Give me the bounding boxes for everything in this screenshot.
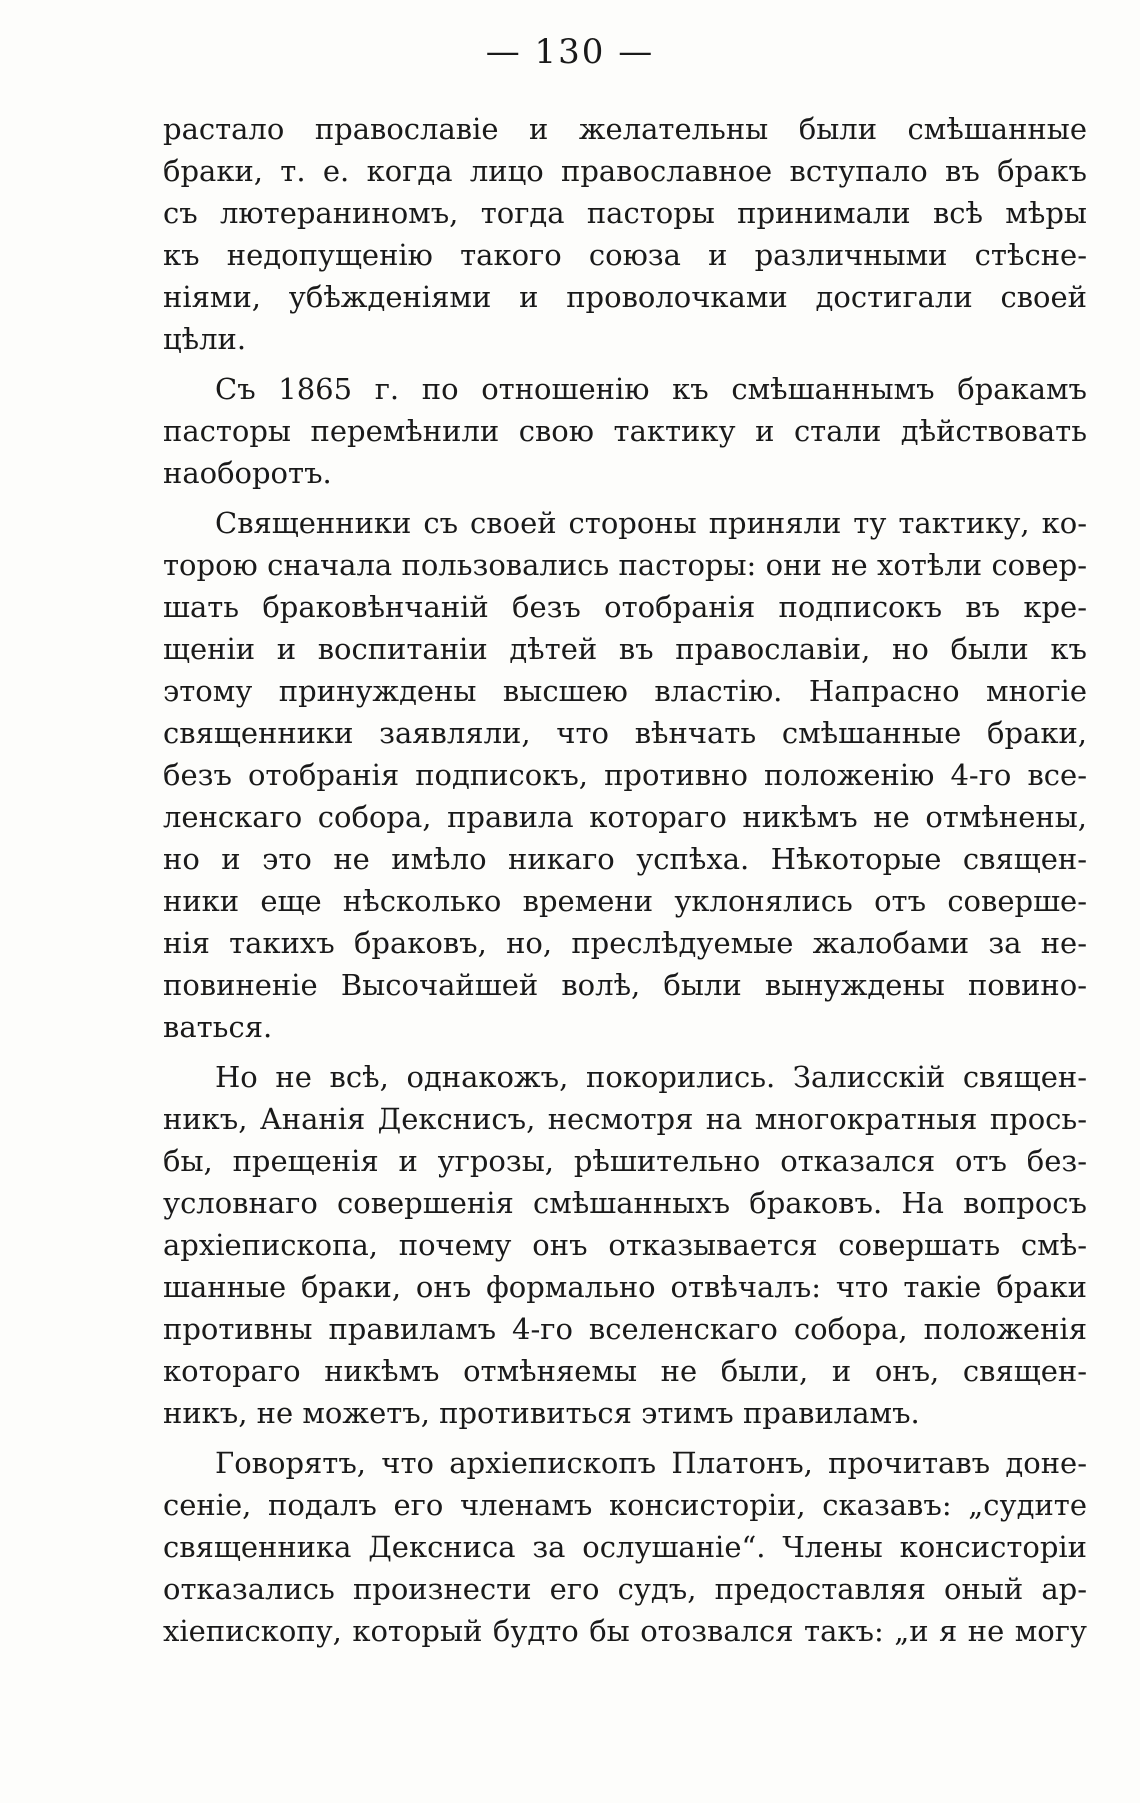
paragraph-2	[163, 368, 1087, 494]
text-line: пасторы перемѣнили свою тактику и стали дѣйствовать	[163, 414, 1087, 448]
page-number: — 130 —	[485, 32, 655, 72]
text-line: но и это не имѣло никаго успѣха. Нѣкоторые священ-	[163, 842, 1087, 876]
text-line: браки, т. е. когда лицо православное вступало въ бракъ	[163, 154, 1087, 188]
paragraph-3	[163, 502, 1087, 1048]
body-text	[163, 108, 1087, 1652]
text-line: безъ отобранія подписокъ, противно положенію 4-го все-	[163, 758, 1087, 792]
text-line: наоборотъ.	[163, 456, 332, 490]
text-line: никъ, не можетъ, противиться этимъ правиламъ.	[163, 1396, 920, 1430]
text-line: Говорятъ, что архіепископъ Платонъ, прочитавъ доне-	[215, 1446, 1087, 1480]
text-line: ники еще нѣсколько времени уклонялись отъ соверше-	[163, 884, 1087, 918]
text-line: котораго никѣмъ отмѣняемы не были, и онъ, священ-	[163, 1354, 1087, 1388]
text-line: ніями, убѣжденіями и проволочками достигали своей	[163, 280, 1087, 314]
text-line: бы, прещенія и угрозы, рѣшительно отказался отъ без-	[163, 1144, 1087, 1178]
text-line: Съ 1865 г. по отношенію къ смѣшаннымъ бракамъ	[215, 372, 1087, 406]
text-line: Но не всѣ, однакожъ, покорились. Залисскій священ-	[215, 1060, 1087, 1094]
text-line: цѣли.	[163, 322, 247, 356]
text-line: къ недопущенію такого союза и различными стѣсне-	[163, 238, 1087, 272]
text-line: противны правиламъ 4-го вселенскаго собора, положенія	[163, 1312, 1087, 1346]
text-line: сеніе, подалъ его членамъ консисторіи, сказавъ: „судите	[163, 1488, 1087, 1522]
text-line: хіепископу, который будто бы отозвался такъ: „и я не могу	[163, 1614, 1087, 1648]
text-line: съ лютераниномъ, тогда пасторы принимали всѣ мѣры	[163, 196, 1087, 230]
text-line: шать браковѣнчаній безъ отобранія подписокъ въ кре-	[163, 590, 1087, 624]
paragraph-1	[163, 108, 1087, 360]
text-line: отказались произнести его судъ, предоставляя оный ар-	[163, 1572, 1087, 1606]
text-line: шанные браки, онъ формально отвѣчалъ: что такіе браки	[163, 1270, 1087, 1304]
text-line: повиненіе Высочайшей волѣ, были вынуждены повино-	[163, 968, 1087, 1002]
paragraph-4	[163, 1056, 1087, 1434]
text-line: архіепископа, почему онъ отказывается совершать смѣ-	[163, 1228, 1087, 1262]
text-line: никъ, Ананія Декснисъ, несмотря на многократныя прось-	[163, 1102, 1087, 1136]
text-line: ваться.	[163, 1010, 273, 1044]
text-line: нія такихъ браковъ, но, преслѣдуемые жалобами за не-	[163, 926, 1087, 960]
text-line: священника Дексниса за ослушаніе“. Члены консисторіи	[163, 1530, 1087, 1564]
text-line: этому принуждены высшею властію. Напрасно многіе	[163, 674, 1087, 708]
text-line: условнаго совершенія смѣшанныхъ браковъ. На вопросъ	[163, 1186, 1087, 1220]
text-line: ленскаго собора, правила котораго никѣмъ не отмѣнены,	[163, 800, 1087, 834]
paragraph-5	[163, 1442, 1087, 1652]
text-line: священники заявляли, что вѣнчать смѣшанные браки,	[163, 716, 1087, 750]
text-line: растало православіе и желательны были смѣшанные	[163, 112, 1087, 146]
text-line: щеніи и воспитаніи дѣтей въ православіи, но были къ	[163, 632, 1087, 666]
text-line: торою сначала пользовались пасторы: они не хотѣли совер-	[163, 548, 1087, 582]
text-line: Священники съ своей стороны приняли ту тактику, ко-	[215, 506, 1087, 540]
